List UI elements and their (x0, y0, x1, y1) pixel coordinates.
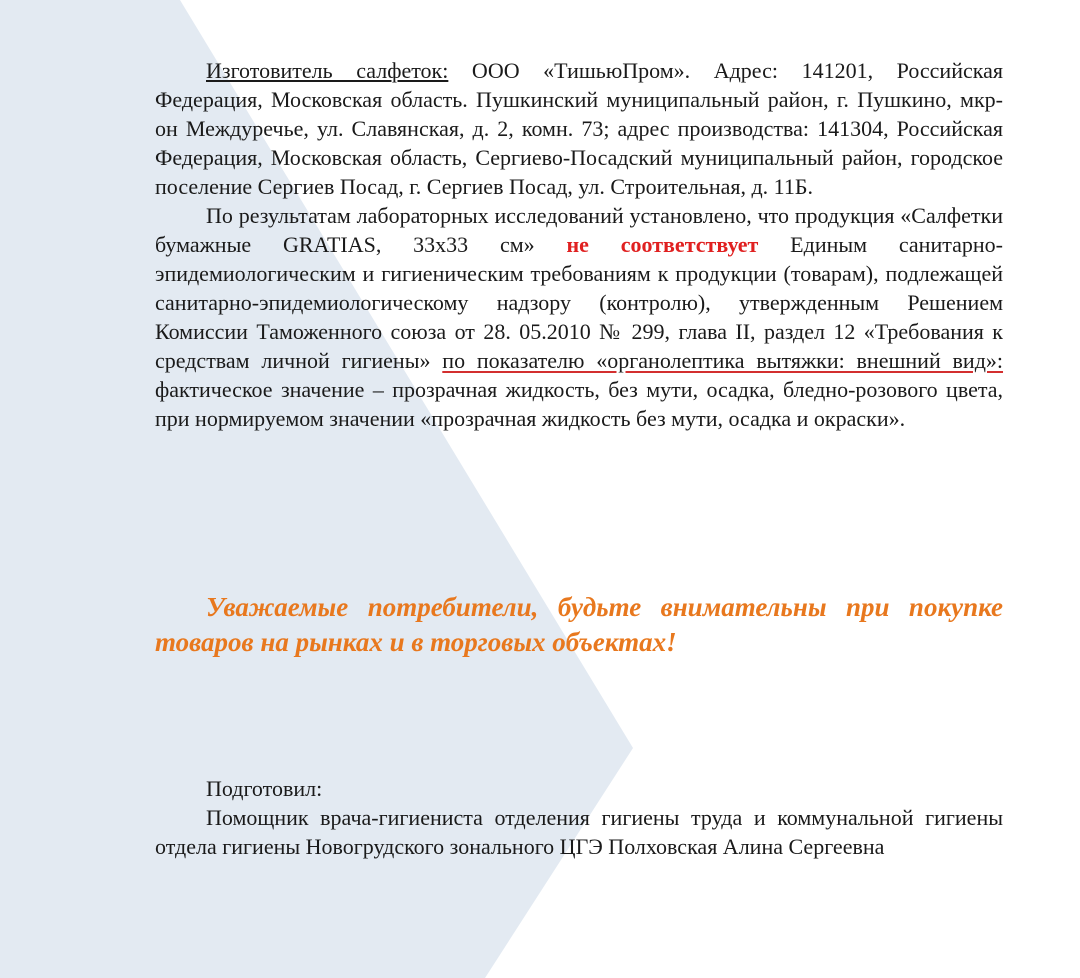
manufacturer-label: Изготовитель салфеток: (206, 58, 449, 83)
document-body (155, 56, 1003, 433)
manufacturer-paragraph (155, 56, 1003, 201)
author-line: Помощник врача-гигиениста отделения гигиены труда и коммунальной гигиены отдела гигиены Новогрудского зонального ЦГЭ Полховская Алина Сергеевна (155, 805, 1003, 859)
findings-values: фактическое значение – прозрачная жидкость, без мути, осадка, бледно-розового цвета, при нормируемом значении «прозрачная жидкость без мути, осадка и окраски». (155, 377, 1003, 431)
consumer-warning: Уважаемые потребители, будьте внимательны при покупке товаров на рынках и в торговых объектах! (155, 592, 1003, 657)
nonconformity-highlight: не соответствует (566, 232, 759, 257)
findings-paragraph (155, 201, 1003, 433)
findings-intro: По результатам лабораторных исследований установлено, что продукция «Салфетки бумажные GRATIAS, 33x33 см» (155, 203, 1003, 257)
signature-block (155, 774, 1003, 861)
prepared-by-label: Подготовил: (206, 776, 323, 801)
findings-indicator: по показателю «органолептика вытяжки: внешний вид»: (442, 348, 1004, 373)
findings-requirements: Единым санитарно-эпидемиологическим и гигиеническим требованиям к продукции (товарам), подлежащей санитарно-эпидемиологическому надзору (контролю), утвержденным Решением Комиссии Таможенного союза от 28. 05.2010 № 299, глава II, раздел 12 «Требования к средствам личной гигиены» (155, 232, 1003, 373)
manufacturer-details: ООО «ТишьюПром». Адрес: 141201, Российская Федерация, Московская область. Пушкинский муниципальный район, г. Пушкино, мкр-он Междуречье, ул. Славянская, д. 2, комн. 73; адрес производства: 141304, Российская Федерация, Московская область, Сергиево-Посадский муниципальный район, городское поселение Сергиев Посад, г. Сергиев Посад, ул. Строительная, д. 11Б. (155, 58, 1003, 199)
